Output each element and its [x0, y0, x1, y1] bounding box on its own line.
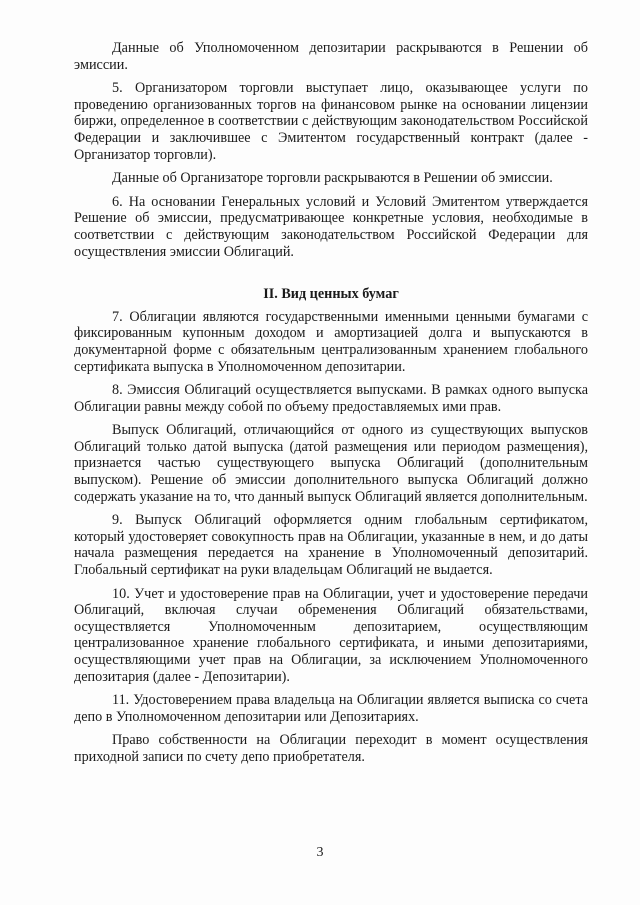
paragraph-organizer-disclosure: Данные об Организаторе торговли раскрываются в Решении об эмиссии.: [112, 170, 553, 187]
paragraph-8: 8. Эмиссия Облигаций осуществляется выпусками. В рамках одного выпуска Облигации равны между собой по объему предоставляемых ими прав.: [74, 382, 588, 415]
document-body: [74, 40, 588, 773]
paragraph-depositary-disclosure: Данные об Уполномоченном депозитарии раскрываются в Решении об эмиссии.: [74, 40, 588, 73]
paragraph-7: 7. Облигации являются государственными именными ценными бумагами с фиксированным купонным доходом и амортизацией долга и выпускаются в документарной форме с обязательным централизованным хранением глобального сертификата выпуска в Уполномоченном депозитарии.: [74, 308, 588, 375]
paragraph-10: 10. Учет и удостоверение прав на Облигации, учет и удостоверение передачи Облигаций, включая случаи обременения Облигаций обязательствами, осуществляется Уполномоченным депозитарием, осуществляющим централизованное хранение глобального сертификата, и иными депозитариями, осуществляющими учет прав на Облигации, за исключением Уполномоченного депозитария (далее - Депозитарии).: [74, 585, 588, 685]
page-number: 3: [316, 845, 324, 860]
paragraph-ownership-transfer: Право собственности на Облигации переходит в момент осуществления приходной записи по счету депо приобретателя.: [74, 732, 588, 765]
paragraph-6: 6. На основании Генеральных условий и Условий Эмитентом утверждается Решение об эмиссии, предусматривающее конкретные условия, необходимые в соответствии с действующим законодательством Российской Федерации для осуществления эмиссии Облигаций.: [74, 193, 588, 260]
paragraph-9: 9. Выпуск Облигаций оформляется одним глобальным сертификатом, который удостоверяет совокупность прав на Облигации, указанные в нем, и до даты начала размещения передается на хранение в Уполномоченный депозитарий. Глобальный сертификат на руки владельцам Облигаций не выдается.: [74, 512, 588, 579]
section-heading: II. Вид ценных бумаг: [263, 286, 399, 303]
paragraph-5: 5. Организатором торговли выступает лицо, оказывающее услуги по проведению организованных торгов на финансовом рынке на основании лицензии биржи, определенное в соответствии с действующим законодательством Российской Федерации и заключившее с Эмитентом государственный контракт (далее - Организатор торговли).: [74, 80, 588, 163]
paragraph-11: 11. Удостоверением права владельца на Облигации является выписка со счета депо в Уполномоченном депозитарии или Депозитариях.: [74, 692, 588, 725]
paragraph-additional-issue: Выпуск Облигаций, отличающийся от одного из существующих выпусков Облигаций только датой выпуска (датой размещения или периодом размещения), признается частью существующего выпуска Облигаций (дополнительным выпуском). Решение об эмиссии дополнительного выпуска Облигаций должно содержать указание на то, что данный выпуск Облигаций является дополнительным.: [74, 422, 588, 505]
